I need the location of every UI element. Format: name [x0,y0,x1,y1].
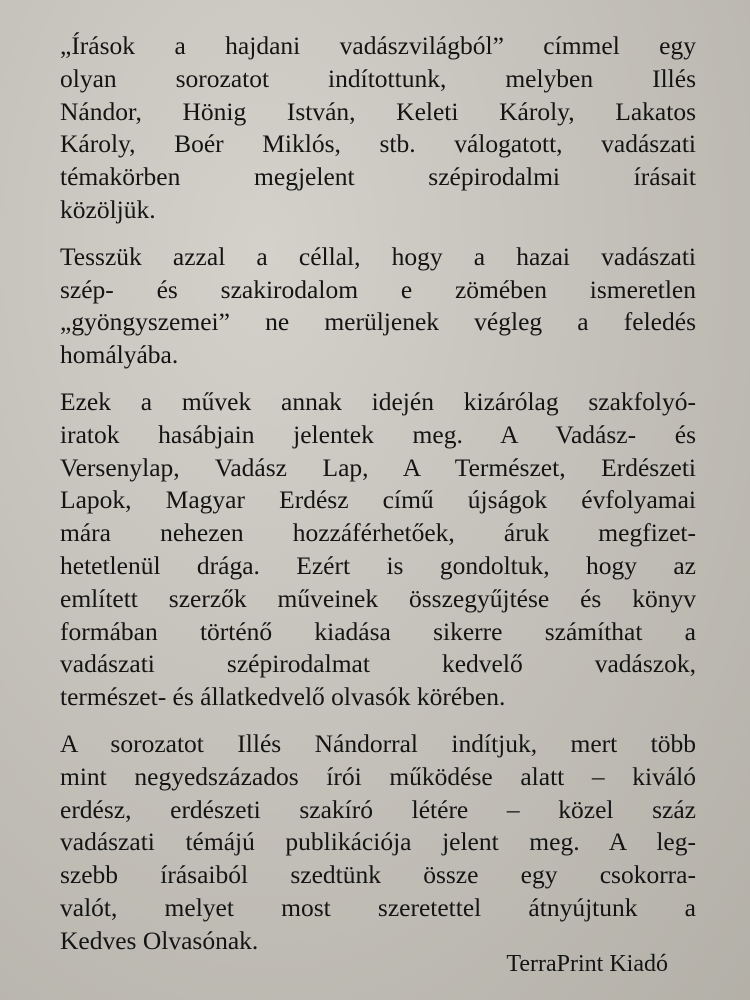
text-line: Lapok, Magyar Erdész című újságok évfolyamai [60,485,696,515]
publisher-name: TerraPrint Kiadó [506,951,668,977]
paragraph-author [60,728,696,958]
text-line: természet- és állatkedvelő olvasók körében. [60,682,506,712]
paragraph-purpose [60,241,696,372]
text-line: említett szerzők műveinek összegyűjtése és könyv [60,583,696,613]
text-line: „gyöngyszemei” ne merüljenek végleg a feledés [60,307,696,337]
text-line: Nándor, Hönig István, Keleti Károly, Lakatos [60,96,696,126]
text-line: formában történő kiadása sikerre számíthat a [60,616,696,646]
paragraph-sources [60,386,696,714]
text-line: témakörben megjelent szépirodalmi írásait [60,162,696,192]
text-line: valót, melyet most szeretettel átnyújtunk a [60,892,696,922]
text-line: szebb írásaiból szedtünk össze egy csokorra- [60,860,696,890]
text-line: közöljük. [60,194,156,224]
text-line: Tesszük azzal a céllal, hogy a hazai vadászati [60,241,696,271]
text-line: „Írások a hajdani vadászvilágból” címmel egy [60,31,696,60]
text-line: iratok hasábjain jelentek meg. A Vadász- és [60,419,696,449]
text-line: Kedves Olvasónak. [60,925,259,955]
text-line: A sorozatot Illés Nándorral indítjuk, mert több [60,728,696,758]
text-line: Ezek a művek annak idején kizárólag szakfolyó- [60,386,696,416]
text-line: Versenylap, Vadász Lap, A Természet, Erdészeti [60,452,696,482]
text-line: mint negyedszázados írói működése alatt – kiváló [60,761,696,791]
text-line: olyan sorozatot indítottunk, melyben Illés [60,63,696,93]
text-line: szép- és szakirodalom e zömében ismeretlen [60,274,696,304]
text-line: hetetlenül drága. Ezért is gondoltuk, hogy az [60,550,696,580]
text-line: mára nehezen hozzáférhetőek, áruk megfizet- [60,518,696,548]
text-line: vadászati témájú publikációja jelent meg. A leg- [60,827,696,857]
text-line: homályába. [60,340,179,370]
text-line: Károly, Boér Miklós, stb. válogatott, vadászati [60,129,696,159]
text-line: vadászati szépirodalmat kedvelő vadászok, [60,649,696,679]
text-line: erdész, erdészeti szakíró létére – közel száz [60,794,696,824]
paragraph-series-intro [60,30,696,227]
